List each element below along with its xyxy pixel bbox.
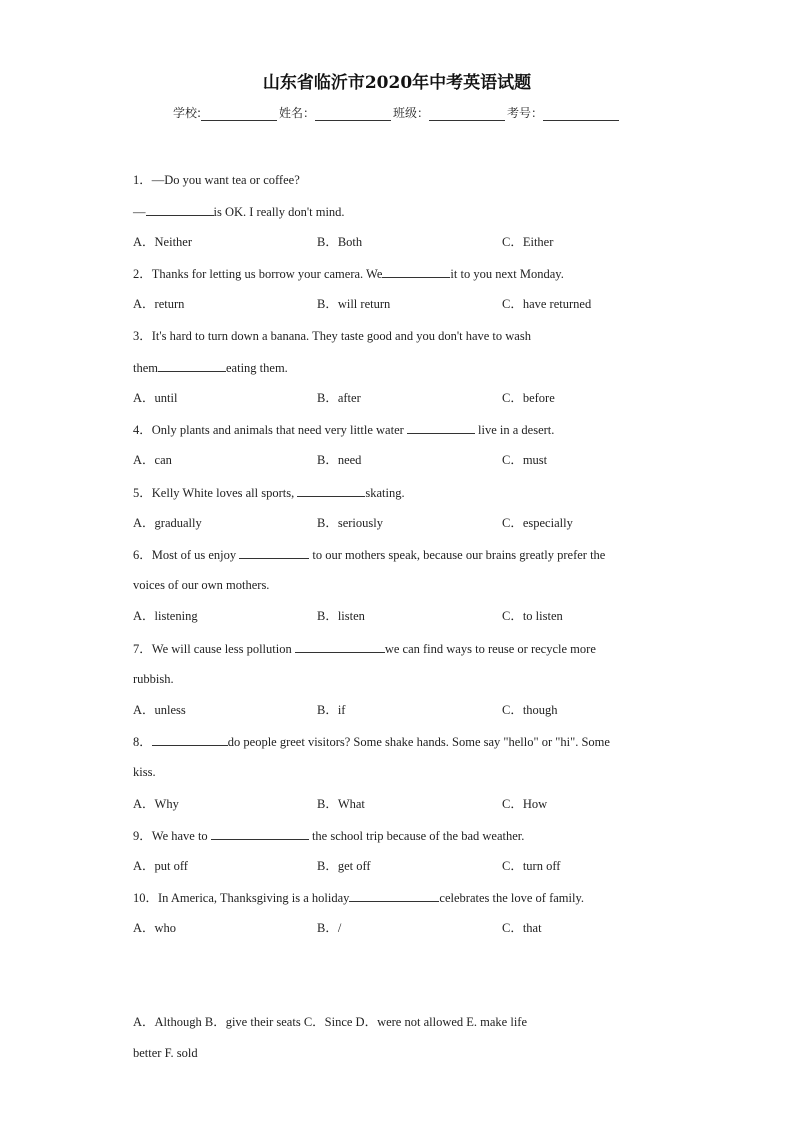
answer-blank[interactable] — [146, 203, 214, 216]
question-10-option-a[interactable]: A．who — [133, 921, 177, 935]
question-number: 1． — [133, 173, 152, 187]
question-4-option-c[interactable]: C．must — [502, 453, 548, 467]
question-3-option-c[interactable]: C．before — [502, 391, 555, 405]
question-6-line-1 — [133, 546, 605, 563]
question-9-option-c[interactable]: C．turn off — [502, 859, 561, 873]
question-text: — — [133, 205, 146, 219]
question-text: voices of our own mothers. — [133, 578, 270, 592]
question-text: them — [133, 361, 158, 375]
question-text: is OK. I really don't mind. — [213, 205, 345, 219]
question-number: 8． — [133, 735, 152, 749]
question-6-option-c[interactable]: C．to listen — [502, 609, 563, 623]
question-text: kiss. — [133, 765, 156, 779]
name-label: 姓名： — [279, 106, 316, 120]
question-8-line-1 — [133, 733, 610, 750]
question-text: We have to — [151, 829, 211, 843]
question-3-option-a[interactable]: A．until — [133, 391, 178, 405]
question-8-line-2 — [133, 764, 156, 780]
question-number: 10． — [133, 891, 159, 905]
question-3-line-1 — [133, 328, 531, 344]
answer-blank[interactable] — [158, 359, 226, 372]
school-field[interactable] — [201, 107, 277, 121]
question-7-option-b[interactable]: B．if — [317, 703, 346, 717]
question-6-option-b[interactable]: B．listen — [317, 609, 365, 623]
question-number: 2． — [133, 267, 152, 281]
question-text: Kelly White loves all sports, — [151, 486, 298, 500]
question-text: We will cause less pollution — [151, 642, 295, 656]
question-9-line-1 — [133, 827, 524, 844]
question-text: —Do you want tea or coffee? — [151, 173, 300, 187]
name-field[interactable] — [315, 107, 391, 121]
question-number: 9． — [133, 829, 152, 843]
question-text: rubbish. — [133, 672, 174, 686]
question-3-option-b[interactable]: B．after — [317, 391, 361, 405]
word-bank-line-1: A．Although B．give their seats C．Since D．were not allowed E. make life — [133, 1015, 528, 1029]
question-text: eating them. — [226, 361, 288, 375]
answer-blank[interactable] — [297, 484, 365, 497]
answer-blank[interactable] — [407, 421, 475, 434]
question-number: 3． — [133, 329, 152, 343]
question-text: skating. — [365, 486, 405, 500]
question-6-option-a[interactable]: A．listening — [133, 609, 198, 623]
answer-blank[interactable] — [239, 546, 309, 559]
question-1-line-1 — [133, 172, 300, 188]
question-7-line-2 — [133, 671, 174, 687]
question-2-option-b[interactable]: B．will return — [317, 297, 391, 311]
question-1-option-c[interactable]: C．Either — [502, 235, 554, 249]
question-8-option-b[interactable]: B．What — [317, 797, 365, 811]
question-8-option-a[interactable]: A．Why — [133, 797, 179, 811]
question-number: 7． — [133, 642, 152, 656]
question-text: the school trip because of the bad weather. — [308, 829, 525, 843]
question-7-option-c[interactable]: C．though — [502, 703, 558, 717]
question-5-line-1 — [133, 484, 405, 501]
question-10-option-c[interactable]: C．that — [502, 921, 542, 935]
question-2-option-a[interactable]: A．return — [133, 297, 185, 311]
exam-no-field[interactable] — [543, 107, 619, 121]
question-text: it to you next Monday. — [450, 267, 564, 281]
school-label: 学校: — [172, 106, 201, 120]
question-number: 4． — [133, 423, 152, 437]
question-7-line-1 — [133, 640, 596, 657]
question-text: celebrates the love of family. — [439, 891, 585, 905]
answer-blank[interactable] — [152, 733, 228, 746]
exam-no-label: 考号： — [507, 106, 544, 120]
question-8-option-c[interactable]: C．How — [502, 797, 548, 811]
question-3-line-2 — [133, 359, 288, 376]
question-text: It's hard to turn down a banana. They taste good and you don't have to wash — [151, 329, 531, 343]
answer-blank[interactable] — [211, 827, 309, 840]
question-7-option-a[interactable]: A．unless — [133, 703, 186, 717]
question-2-line-1 — [133, 265, 564, 282]
page-title: 山东省临沂市2020年中考英语试题 — [262, 73, 532, 93]
question-6-line-2 — [133, 577, 269, 593]
question-5-option-a[interactable]: A．gradually — [133, 516, 202, 530]
question-text: live in a desert. — [474, 423, 555, 437]
answer-blank[interactable] — [349, 889, 439, 902]
question-4-line-1 — [133, 421, 554, 438]
question-4-option-a[interactable]: A．can — [133, 453, 172, 467]
question-text: In America, Thanksgiving is a holiday — [158, 891, 350, 905]
question-4-option-b[interactable]: B．need — [317, 453, 362, 467]
question-9-option-a[interactable]: A．put off — [133, 859, 188, 873]
question-number: 6． — [133, 548, 152, 562]
question-9-option-b[interactable]: B．get off — [317, 859, 371, 873]
answer-blank[interactable] — [382, 265, 450, 278]
question-text: we can find ways to reuse or recycle more — [384, 642, 596, 656]
question-text: do people greet visitors? Some shake hands. Some say "hello" or "hi". Some — [227, 735, 610, 749]
question-1-option-b[interactable]: B．Both — [317, 235, 363, 249]
question-10-option-b[interactable]: B．/ — [317, 921, 342, 935]
word-bank-line-2: better F. sold — [133, 1046, 198, 1060]
question-text: Only plants and animals that need very little water — [151, 423, 407, 437]
question-5-option-b[interactable]: B．seriously — [317, 516, 383, 530]
question-number: 5． — [133, 486, 152, 500]
question-text: to our mothers speak, because our brains greatly prefer the — [309, 548, 606, 562]
question-10-line-1 — [133, 889, 584, 906]
answer-blank[interactable] — [295, 640, 385, 653]
question-1-line-2 — [133, 203, 345, 220]
question-1-option-a[interactable]: A．Neither — [133, 235, 193, 249]
class-label: 班级： — [393, 106, 430, 120]
student-info-row — [0, 104, 794, 121]
question-text: Thanks for letting us borrow your camera. We — [151, 267, 383, 281]
question-5-option-c[interactable]: C．especially — [502, 516, 573, 530]
question-text: Most of us enjoy — [151, 548, 240, 562]
question-2-option-c[interactable]: C．have returned — [502, 297, 592, 311]
class-field[interactable] — [429, 107, 505, 121]
